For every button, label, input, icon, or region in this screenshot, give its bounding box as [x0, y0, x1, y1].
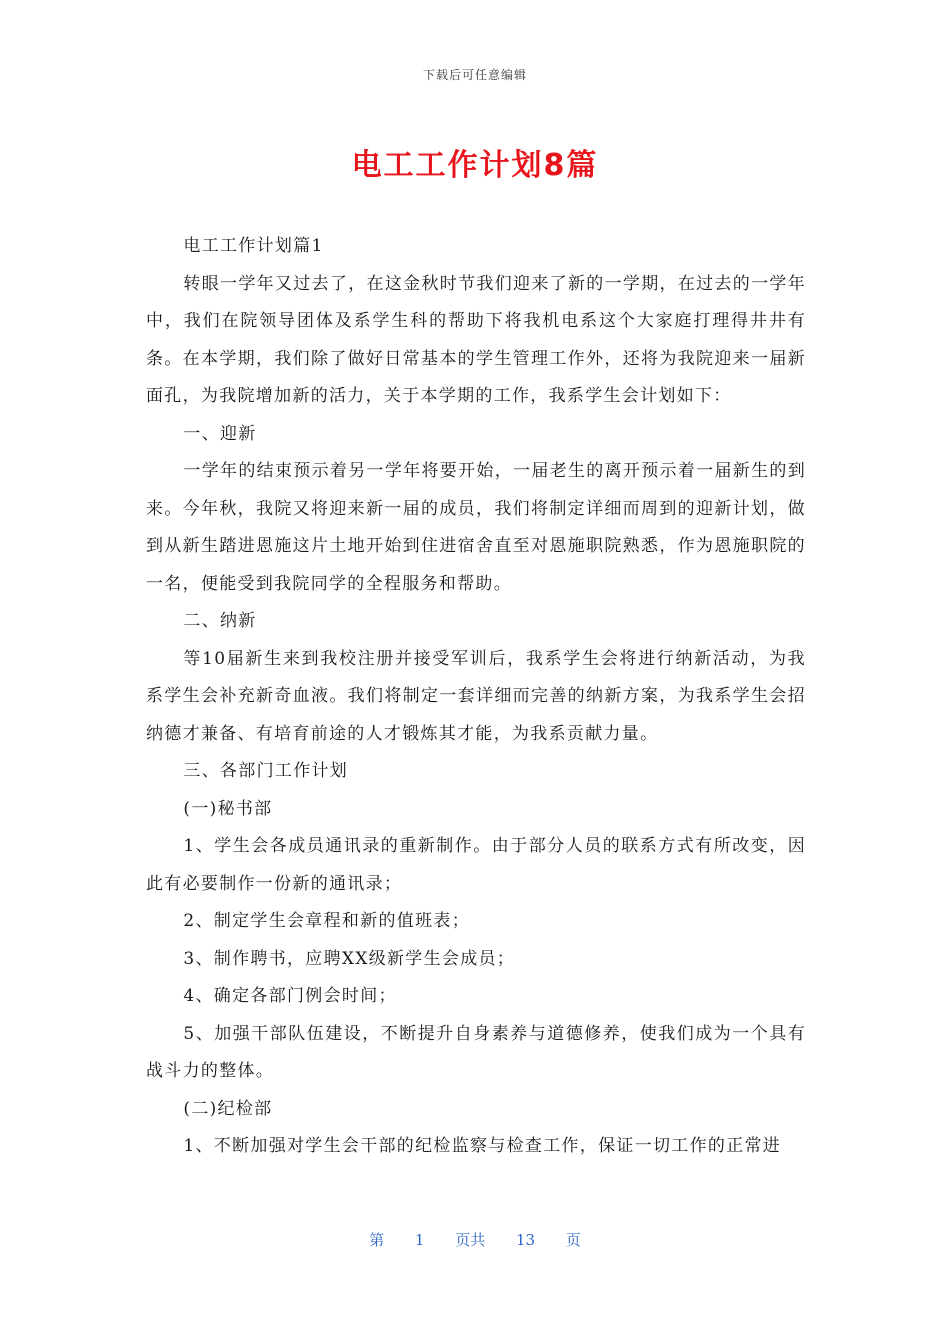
paragraph: 转眼一学年又过去了，在这金秋时节我们迎来了新的一学期，在过去的一学年中，我们在院领导团体及系学生科的帮助下将我机电系这个大家庭打理得井井有条。在本学期，我们除了做好日常基本的学生管理工作外，还将为我院迎来一届新面孔，为我院增加新的活力，关于本学期的工作，我系学生会计划如下： [146, 273, 806, 406]
paragraph: 电工工作计划篇1 [183, 236, 324, 256]
page-footer [0, 1229, 950, 1250]
document-title: 电工工作计划8篇 [351, 148, 599, 183]
document-body [146, 228, 806, 1166]
footer-total-pages: 13 [516, 1231, 536, 1249]
footer-of-label: 页共 [455, 1231, 486, 1249]
section-heading: 三、各部门工作计划 [183, 761, 349, 781]
section-heading: 二、纳新 [183, 611, 257, 631]
subsection-heading: (一)秘书部 [183, 798, 273, 819]
section-heading: 一、迎新 [183, 423, 257, 444]
footer-end-label: 页 [565, 1231, 581, 1249]
list-item: 1、学生会各成员通讯录的重新制作。由于部分人员的联系方式有所改变，因此有必要制作一份新的通讯录； [146, 836, 806, 894]
list-item: 3、制作聘书，应聘XX级新学生会成员； [183, 948, 516, 969]
footer-page-label: 第 [369, 1231, 385, 1249]
list-item: 2、制定学生会章程和新的值班表； [183, 911, 471, 931]
subsection-heading: (二)纪检部 [183, 1098, 273, 1119]
list-item: 5、加强干部队伍建设，不断提升自身素养与道德修养，使我们成为一个具有战斗力的整体。 [146, 1023, 806, 1081]
paragraph: 一学年的结束预示着另一学年将要开始，一届老生的离开预示着一届新生的到来。今年秋，我院又将迎来新一届的成员，我们将制定详细而周到的迎新计划，做到从新生踏进恩施这片土地开始到住进宿舍直至对恩施职院熟悉，作为恩施职院的一名，便能受到我院同学的全程服务和帮助。 [146, 461, 806, 594]
paragraph: 等10届新生来到我校注册并接受军训后，我系学生会将进行纳新活动，为我系学生会补充新奇血液。我们将制定一套详细而完善的纳新方案，为我系学生会招纳德才兼备、有培育前途的人才锻炼其才能，为我系贡献力量。 [146, 648, 806, 744]
list-item: 1、不断加强对学生会干部的纪检监察与检查工作，保证一切工作的正常进 [183, 1136, 782, 1156]
footer-current-page: 1 [414, 1231, 425, 1249]
list-item: 4、确定各部门例会时间； [183, 986, 397, 1006]
header-note: 下载后可任意编辑 [422, 68, 527, 82]
